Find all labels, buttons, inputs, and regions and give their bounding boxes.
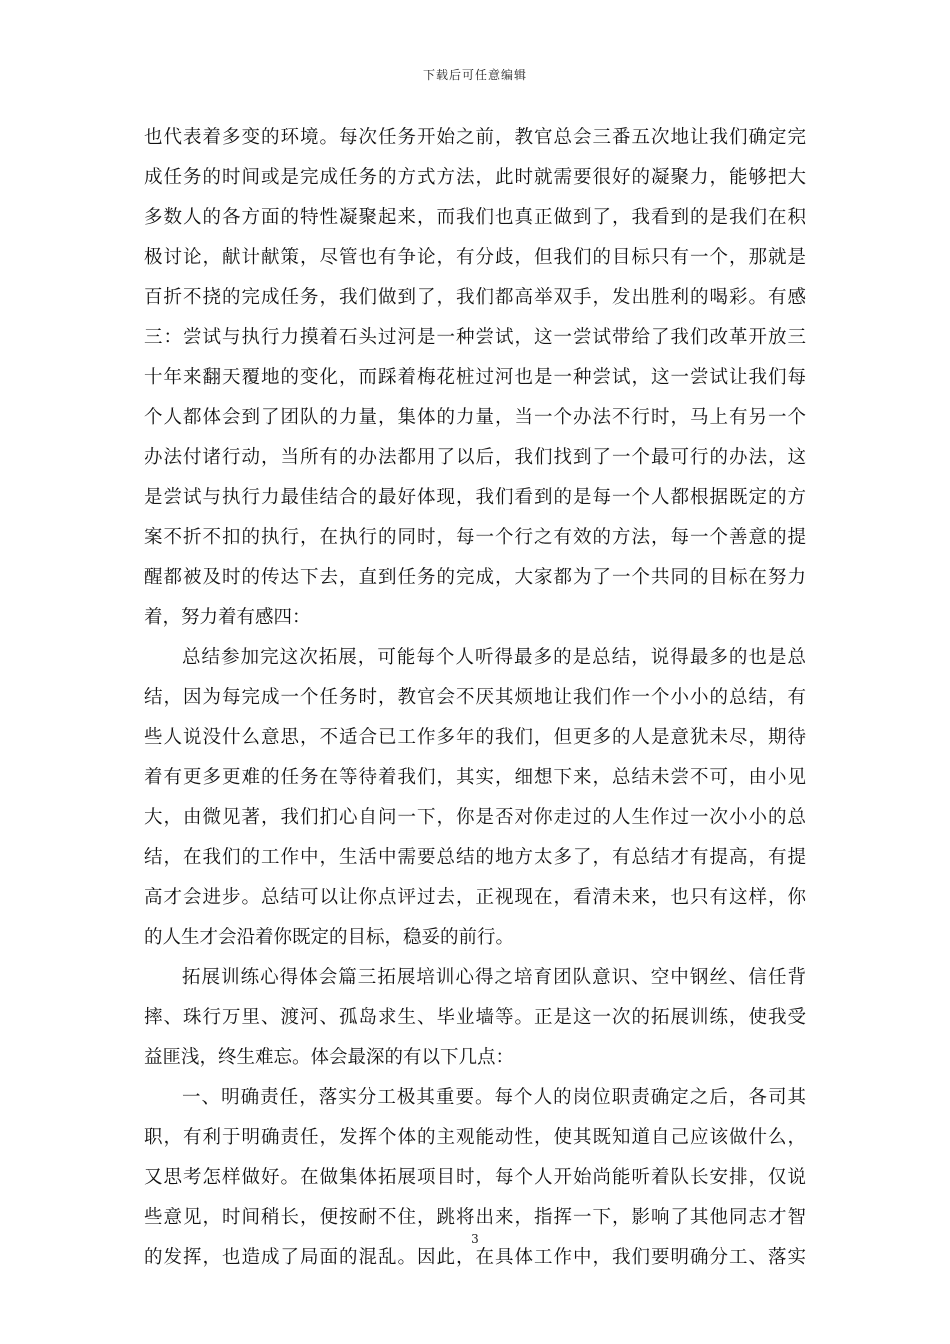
paragraph-3 bbox=[144, 958, 806, 1078]
text-line: 职，有利于明确责任，发挥个体的主观能动性，使其既知道自己应该做什么， bbox=[144, 1127, 806, 1148]
text-line: 些人说没什么意思，不适合已工作多年的我们，但更多的人是意犹未尽，期待 bbox=[144, 727, 806, 748]
text-line: 个人都体会到了团队的力量，集体的力量，当一个办法不行时，马上有另一个 bbox=[144, 407, 806, 428]
text-line: 些意见，时间稍长，便按耐不住，跳将出来，指挥一下，影响了其他同志才智 bbox=[144, 1207, 806, 1228]
text-line: 办法付诸行动，当所有的办法都用了以后，我们找到了一个最可行的办法，这 bbox=[144, 447, 806, 468]
text-line: 的人生才会沿着你既定的目标，稳妥的前行。 bbox=[144, 927, 515, 948]
text-line: 案不折不扣的执行，在执行的同时，每一个行之有效的方法，每一个善意的提 bbox=[144, 527, 806, 548]
text-line: 是尝试与执行力最佳结合的最好体现，我们看到的是每一个人都根据既定的方 bbox=[144, 487, 806, 508]
paragraph-4 bbox=[144, 1078, 806, 1278]
text-line: 又思考怎样做好。在做集体拓展项目时，每个人开始尚能听着队长安排，仅说 bbox=[144, 1167, 806, 1188]
paragraph-1 bbox=[144, 118, 806, 638]
text-line: 结，在我们的工作中，生活中需要总结的地方太多了，有总结才有提高，有提 bbox=[144, 847, 806, 868]
text-line: 总结参加完这次拓展，可能每个人听得最多的是总结，说得最多的也是总 bbox=[182, 647, 806, 668]
text-line: 一、明确责任，落实分工极其重要。每个人的岗位职责确定之后，各司其 bbox=[182, 1087, 806, 1108]
text-line: 也代表着多变的环境。每次任务开始之前，教官总会三番五次地让我们确定完 bbox=[144, 127, 806, 148]
text-line: 极讨论，献计献策，尽管也有争论，有分歧，但我们的目标只有一个，那就是 bbox=[144, 247, 806, 268]
text-line: 着，努力着有感四： bbox=[144, 607, 311, 628]
text-line: 成任务的时间或是完成任务的方式方法，此时就需要很好的凝聚力，能够把大 bbox=[144, 167, 806, 188]
text-line: 拓展训练心得体会篇三拓展培训心得之培育团队意识、空中钢丝、信任背 bbox=[182, 967, 806, 988]
text-line: 大，由微见著，我们扪心自问一下，你是否对你走过的人生作过一次小小的总 bbox=[144, 807, 806, 828]
paragraph-2 bbox=[144, 638, 806, 958]
page-header: 下载后可任意编辑 bbox=[422, 68, 527, 82]
text-line: 十年来翻天覆地的变化，而踩着梅花桩过河也是一种尝试，这一尝试让我们每 bbox=[144, 367, 806, 388]
text-line: 结，因为每完成一个任务时，教官会不厌其烦地让我们作一个小小的总结，有 bbox=[144, 687, 806, 708]
text-line: 多数人的各方面的特性凝聚起来，而我们也真正做到了，我看到的是我们在积 bbox=[144, 207, 806, 228]
text-line: 高才会进步。总结可以让你点评过去，正视现在，看清未来，也只有这样，你 bbox=[144, 887, 806, 908]
text-line: 摔、珠行万里、渡河、孤岛求生、毕业墙等。正是这一次的拓展训练，使我受 bbox=[144, 1007, 806, 1028]
text-line: 三：尝试与执行力摸着石头过河是一种尝试，这一尝试带给了我们改革开放三 bbox=[144, 327, 806, 348]
text-line: 着有更多更难的任务在等待着我们，其实，细想下来，总结未尝不可，由小见 bbox=[144, 767, 806, 788]
page-number: 3 bbox=[471, 1232, 479, 1246]
text-line: 益匪浅，终生难忘。体会最深的有以下几点： bbox=[144, 1047, 515, 1068]
text-line: 百折不挠的完成任务，我们做到了，我们都高举双手，发出胜利的喝彩。有感 bbox=[144, 287, 806, 308]
text-line: 醒都被及时的传达下去，直到任务的完成，大家都为了一个共同的目标在努力 bbox=[144, 567, 806, 588]
text-line: 的发挥，也造成了局面的混乱。因此，在具体工作中，我们要明确分工、落实 bbox=[144, 1247, 806, 1268]
document-body bbox=[144, 118, 806, 1278]
